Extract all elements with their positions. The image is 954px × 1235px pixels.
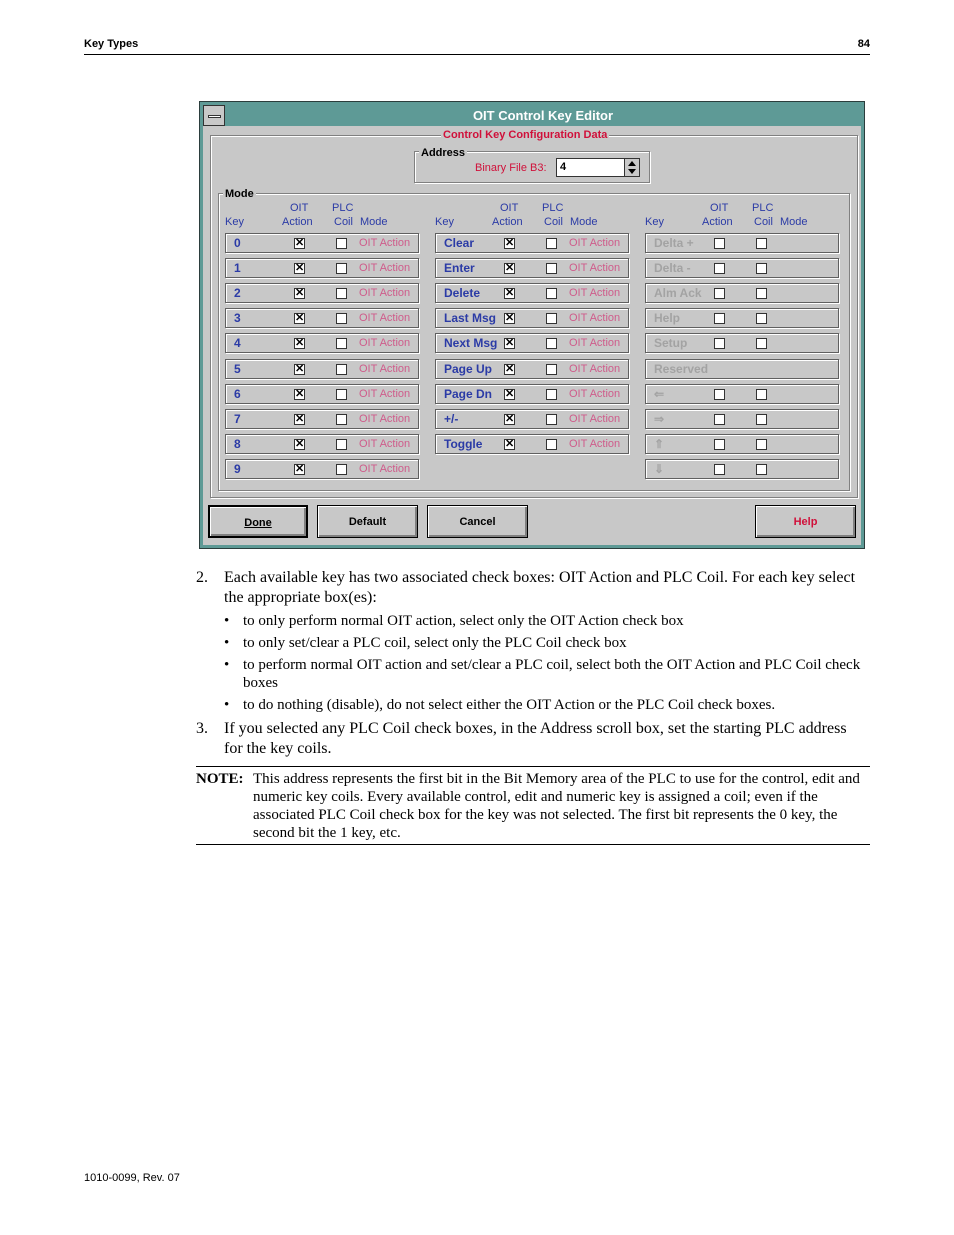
- oit-action-checkbox[interactable]: [714, 238, 725, 249]
- mode-value: OIT Action: [569, 287, 621, 299]
- edit-key-row: [435, 409, 629, 429]
- oit-action-checkbox[interactable]: ✕: [295, 413, 305, 425]
- bullet-icon: •: [224, 657, 230, 673]
- plc-coil-checkbox[interactable]: [756, 464, 767, 475]
- digit-key-row: [225, 384, 419, 404]
- plc-coil-checkbox[interactable]: [336, 288, 347, 299]
- up-arrow-icon[interactable]: [628, 161, 636, 166]
- key-name: 3: [234, 311, 241, 325]
- plc-coil-checkbox[interactable]: [546, 389, 557, 400]
- plc-coil-checkbox[interactable]: [336, 464, 347, 475]
- address-spin-input[interactable]: [556, 158, 640, 177]
- plc-coil-checkbox[interactable]: [756, 288, 767, 299]
- mode-value: OIT Action: [569, 312, 621, 324]
- mode-value: OIT Action: [359, 438, 411, 450]
- oit-column-header: OIT: [710, 202, 729, 214]
- mode-value: OIT Action: [359, 388, 411, 400]
- plc-coil-checkbox[interactable]: [546, 313, 557, 324]
- oit-action-checkbox[interactable]: [714, 338, 725, 349]
- bullet-icon: •: [224, 697, 230, 713]
- oit-action-checkbox[interactable]: ✕: [295, 438, 305, 450]
- done-button[interactable]: [208, 505, 308, 538]
- key-name: Page Dn: [444, 387, 493, 401]
- oit-column-header: OIT: [290, 202, 309, 214]
- mode-value: OIT Action: [569, 388, 621, 400]
- control-key-row: [645, 359, 839, 379]
- dialog-client-area: [203, 126, 861, 545]
- oit-column-header: Action: [282, 216, 313, 228]
- help-button[interactable]: Help: [755, 505, 856, 538]
- plc-coil-checkbox[interactable]: [336, 439, 347, 450]
- mode-column-header: Mode: [570, 216, 598, 228]
- oit-action-checkbox[interactable]: [714, 389, 725, 400]
- key-column-header: Key: [225, 216, 244, 228]
- key-name: ⇒: [654, 412, 665, 426]
- note-box: [196, 766, 870, 845]
- key-column-header: Key: [435, 216, 454, 228]
- plc-coil-checkbox[interactable]: [756, 263, 767, 274]
- oit-action-checkbox[interactable]: [714, 464, 725, 475]
- step-3-number: 3.: [196, 720, 208, 737]
- oit-action-checkbox[interactable]: ✕: [295, 262, 305, 274]
- oit-action-checkbox[interactable]: ✕: [505, 438, 515, 450]
- key-name: 0: [234, 236, 241, 250]
- oit-action-checkbox[interactable]: ✕: [295, 237, 305, 249]
- oit-column-header: Action: [492, 216, 523, 228]
- config-group-label: Control Key Configuration Data: [443, 129, 608, 141]
- key-name: ⇐: [654, 387, 665, 401]
- plc-coil-checkbox[interactable]: [336, 414, 347, 425]
- key-name: Delta -: [654, 261, 691, 275]
- key-name: ⇑: [654, 437, 665, 451]
- step-3-text: If you selected any PLC Coil check boxes, in the Address scroll box, set the starting PLC address for the key coils.: [224, 720, 847, 757]
- plc-coil-checkbox[interactable]: [546, 338, 557, 349]
- step-2-text: Each available key has two associated check boxes: OIT Action and PLC Coil. For each key select the appropriate box(es):: [224, 569, 856, 606]
- mode-value: OIT Action: [359, 287, 411, 299]
- key-name: Delete: [444, 286, 481, 300]
- mode-value: OIT Action: [569, 363, 621, 375]
- minus-icon: [208, 115, 221, 118]
- oit-action-checkbox[interactable]: ✕: [295, 287, 305, 299]
- digit-key-row: [225, 233, 419, 253]
- digit-key-row: [225, 459, 419, 479]
- key-name: 9: [234, 462, 241, 476]
- oit-column-header: OIT: [500, 202, 519, 214]
- digit-key-row: [225, 308, 419, 328]
- key-name: Last Msg: [444, 311, 497, 325]
- oit-action-checkbox[interactable]: ✕: [295, 388, 305, 400]
- bullet-icon: •: [224, 635, 230, 651]
- mode-value: OIT Action: [359, 413, 411, 425]
- spin-arrows[interactable]: [624, 159, 639, 176]
- mode-value: OIT Action: [569, 237, 621, 249]
- bullet-icon: •: [224, 613, 230, 629]
- mode-column-header: Mode: [360, 216, 388, 228]
- edit-key-row: [435, 333, 629, 353]
- digit-key-row: [225, 333, 419, 353]
- mode-value: OIT Action: [569, 262, 621, 274]
- key-name: 2: [234, 286, 241, 300]
- mode-value: OIT Action: [359, 463, 411, 475]
- plc-coil-checkbox[interactable]: [546, 238, 557, 249]
- control-key-row: [645, 384, 839, 404]
- edit-key-row: [435, 434, 629, 454]
- plc-coil-checkbox[interactable]: [756, 439, 767, 450]
- oit-column-header: Action: [702, 216, 733, 228]
- mode-value: OIT Action: [359, 363, 411, 375]
- oit-action-checkbox[interactable]: ✕: [505, 287, 515, 299]
- bullet-3: to perform normal OIT action and set/clear a PLC coil, select both the OIT Action and PLC Coil check boxes: [243, 657, 861, 691]
- oit-action-checkbox[interactable]: ✕: [295, 463, 305, 475]
- plc-coil-checkbox[interactable]: [336, 389, 347, 400]
- plc-coil-checkbox[interactable]: [756, 389, 767, 400]
- plc-column-header: PLC: [332, 202, 354, 214]
- control-key-row: [645, 308, 839, 328]
- plc-coil-checkbox[interactable]: [336, 338, 347, 349]
- plc-coil-checkbox[interactable]: [546, 288, 557, 299]
- mode-value: OIT Action: [359, 237, 411, 249]
- key-name: Setup: [654, 336, 688, 350]
- mode-value: OIT Action: [359, 262, 411, 274]
- key-name: 5: [234, 362, 241, 376]
- bullet-2: to only set/clear a PLC coil, select only the PLC Coil check box: [243, 635, 627, 651]
- key-name: Clear: [444, 236, 475, 250]
- plc-coil-checkbox[interactable]: [336, 238, 347, 249]
- digit-key-row: [225, 283, 419, 303]
- oit-action-checkbox[interactable]: ✕: [505, 237, 515, 249]
- key-name: Next Msg: [444, 336, 498, 350]
- oit-action-checkbox[interactable]: ✕: [505, 337, 515, 349]
- bullet-1: to only perform normal OIT action, select only the OIT Action check box: [243, 613, 684, 629]
- key-name: Alm Ack: [654, 286, 702, 300]
- oit-control-key-editor-dialog: [199, 101, 865, 549]
- edit-key-row: [435, 384, 629, 404]
- control-key-row: [645, 459, 839, 479]
- oit-action-checkbox[interactable]: [714, 263, 725, 274]
- digit-key-row: [225, 409, 419, 429]
- control-key-row: [645, 283, 839, 303]
- bullet-4: to do nothing (disable), do not select either the OIT Action or the PLC Coil check boxes.: [243, 697, 776, 713]
- control-key-row: [645, 333, 839, 353]
- plc-coil-checkbox[interactable]: [546, 439, 557, 450]
- plc-coil-checkbox[interactable]: [756, 238, 767, 249]
- mode-label: Mode: [225, 188, 254, 200]
- key-name: Enter: [444, 261, 475, 275]
- oit-action-checkbox[interactable]: [714, 313, 725, 324]
- plc-coil-checkbox[interactable]: [756, 313, 767, 324]
- key-name: Help: [654, 311, 681, 325]
- oit-action-checkbox[interactable]: [714, 439, 725, 450]
- oit-action-checkbox[interactable]: ✕: [505, 413, 515, 425]
- digit-key-row: [225, 359, 419, 379]
- note-text: This address represents the first bit in the Bit Memory area of the PLC to use for the control, edit and numeric key coils. Every available control, edit and numeric key is assigned a coil; even if the associated PLC Coil check box for the key was not selected. The first bit represents the 0 key, the second bit the 1 key, etc.: [253, 771, 860, 841]
- dialog-title: OIT Control Key Editor: [472, 108, 614, 123]
- page-header: [84, 38, 870, 55]
- address-value: 4: [560, 161, 567, 173]
- key-name: Page Up: [444, 362, 493, 376]
- key-name: +/-: [444, 412, 459, 426]
- plc-coil-checkbox[interactable]: [756, 338, 767, 349]
- plc-column-header: Coil: [334, 216, 353, 228]
- doc-number: 1010-0099, Rev. 07: [84, 1172, 180, 1184]
- key-name: 6: [234, 387, 241, 401]
- edit-key-row: [435, 233, 629, 253]
- control-key-row: [645, 258, 839, 278]
- cancel-button[interactable]: Cancel: [427, 505, 528, 538]
- plc-coil-checkbox[interactable]: [336, 313, 347, 324]
- oit-action-checkbox[interactable]: ✕: [295, 312, 305, 324]
- control-key-row: [645, 233, 839, 253]
- mode-value: OIT Action: [569, 438, 621, 450]
- control-key-row: [645, 434, 839, 454]
- mode-column-header: Mode: [780, 216, 808, 228]
- mode-value: OIT Action: [569, 413, 621, 425]
- mode-value: OIT Action: [359, 337, 411, 349]
- oit-action-checkbox[interactable]: ✕: [295, 363, 305, 375]
- control-key-row: [645, 409, 839, 429]
- oit-action-checkbox[interactable]: ✕: [505, 388, 515, 400]
- default-button[interactable]: Default: [317, 505, 418, 538]
- key-column-header: Key: [645, 216, 664, 228]
- plc-column-header: PLC: [752, 202, 774, 214]
- oit-action-checkbox[interactable]: [714, 288, 725, 299]
- plc-coil-checkbox[interactable]: [336, 263, 347, 274]
- oit-action-checkbox[interactable]: ✕: [505, 363, 515, 375]
- down-arrow-icon[interactable]: [628, 169, 636, 174]
- plc-coil-checkbox[interactable]: [546, 263, 557, 274]
- key-name: Delta +: [654, 236, 694, 250]
- plc-coil-checkbox[interactable]: [336, 364, 347, 375]
- section-title: Key Types: [84, 38, 139, 50]
- oit-action-checkbox[interactable]: ✕: [505, 262, 515, 274]
- key-name: 1: [234, 261, 241, 275]
- digit-key-row: [225, 434, 419, 454]
- mode-value: OIT Action: [569, 337, 621, 349]
- plc-coil-checkbox[interactable]: [546, 364, 557, 375]
- plc-column-header: Coil: [544, 216, 563, 228]
- step-2-number: 2.: [196, 569, 208, 586]
- key-name: Toggle: [444, 437, 483, 451]
- page-number: 84: [857, 38, 870, 50]
- note-label: NOTE:: [196, 771, 244, 787]
- digit-key-row: [225, 258, 419, 278]
- title-bar: [203, 105, 861, 126]
- mode-value: OIT Action: [359, 312, 411, 324]
- edit-key-row: [435, 308, 629, 328]
- key-name: 8: [234, 437, 241, 451]
- plc-coil-checkbox[interactable]: [546, 414, 557, 425]
- system-menu-button[interactable]: [203, 105, 225, 126]
- plc-column-header: Coil: [754, 216, 773, 228]
- edit-key-row: [435, 359, 629, 379]
- oit-action-checkbox[interactable]: ✕: [505, 312, 515, 324]
- done-label: Done: [244, 517, 272, 529]
- address-label: Address: [421, 147, 466, 159]
- oit-action-checkbox[interactable]: ✕: [295, 337, 305, 349]
- key-name: 4: [234, 336, 241, 350]
- plc-column-header: PLC: [542, 202, 564, 214]
- key-name: 7: [234, 412, 241, 426]
- binary-file-label: Binary File B3:: [475, 162, 547, 174]
- oit-action-checkbox[interactable]: [714, 414, 725, 425]
- edit-key-row: [435, 258, 629, 278]
- edit-key-row: [435, 283, 629, 303]
- plc-coil-checkbox[interactable]: [756, 414, 767, 425]
- key-name: ⇓: [654, 462, 665, 476]
- key-name: Reserved: [654, 362, 709, 376]
